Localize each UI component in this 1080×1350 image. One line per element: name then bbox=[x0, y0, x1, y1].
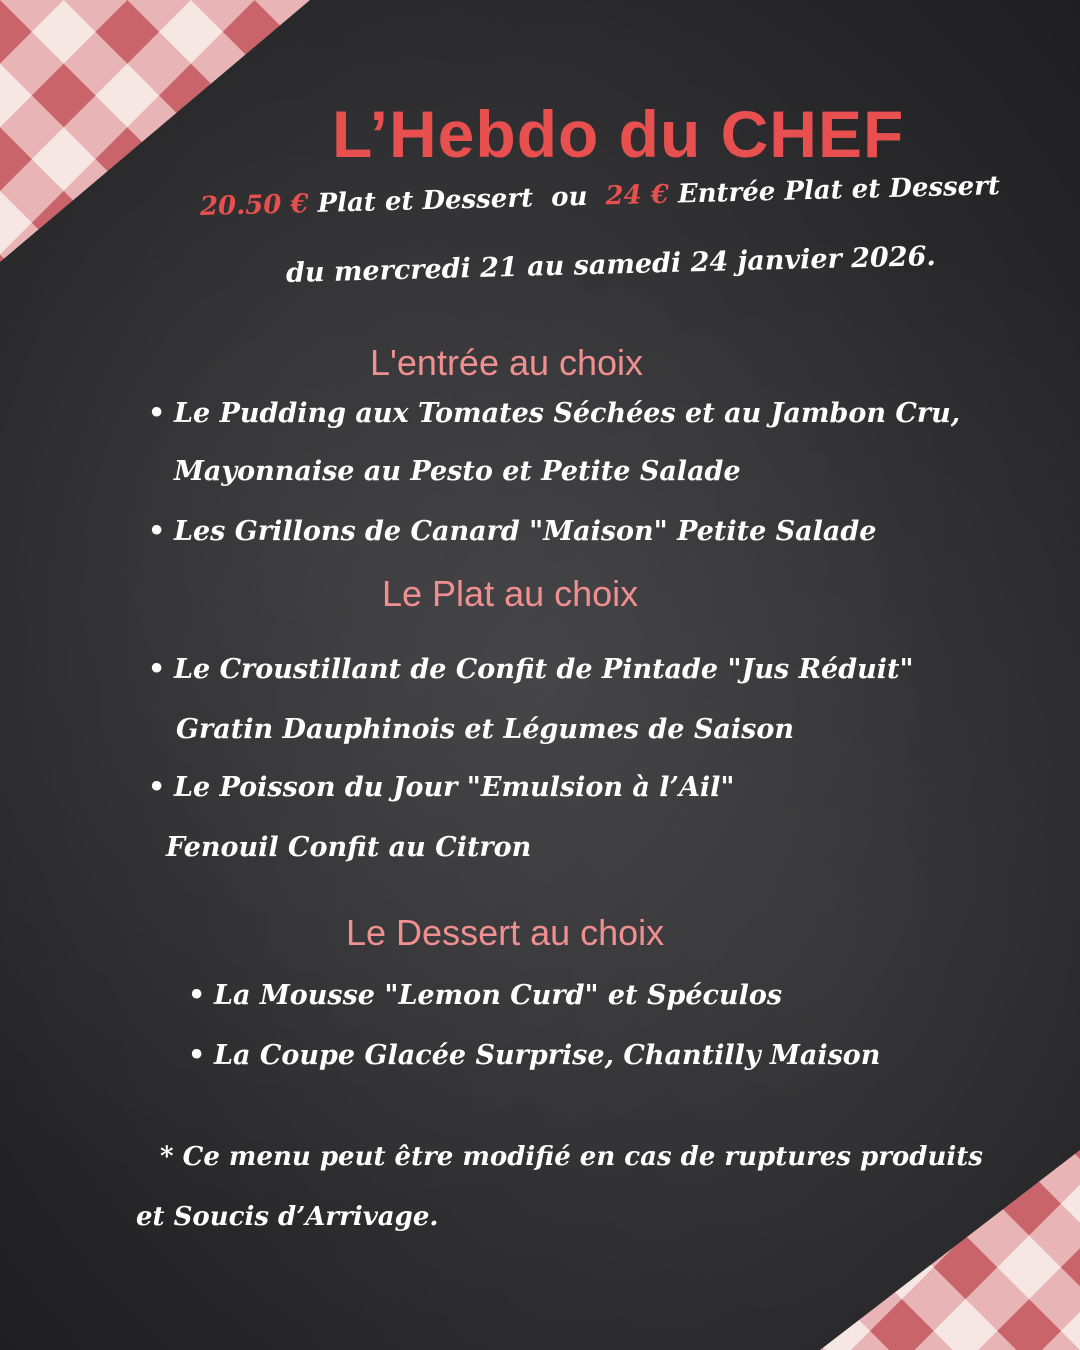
bullet: • bbox=[148, 516, 166, 547]
item-line: Les Grillons de Canard "Maison" Petite Salade bbox=[174, 516, 877, 547]
bullet: • bbox=[188, 980, 206, 1011]
price-entree-plat-dessert: 24 € bbox=[605, 179, 670, 212]
item-line-continued: Fenouil Confit au Citron bbox=[166, 832, 532, 863]
list-item bbox=[148, 398, 960, 429]
item-line: La Mousse "Lemon Curd" et Spéculos bbox=[214, 980, 783, 1011]
label-entree-plat-dessert: Entrée Plat et Dessert bbox=[677, 171, 1001, 210]
section-title-entree: L'entrée au choix bbox=[370, 342, 644, 383]
price-plat-dessert: 20.50 € bbox=[199, 189, 309, 222]
bullet: • bbox=[148, 654, 166, 685]
list-item bbox=[188, 1040, 880, 1071]
bullet: • bbox=[148, 772, 166, 803]
bullet: • bbox=[188, 1040, 206, 1071]
pricing-connector: ou bbox=[550, 181, 588, 213]
list-item bbox=[148, 516, 876, 547]
section-title-dessert: Le Dessert au choix bbox=[346, 912, 665, 953]
item-line-continued: Mayonnaise au Pesto et Petite Salade bbox=[174, 456, 741, 487]
item-line: Le Poisson du Jour "Emulsion à l’Ail" bbox=[174, 772, 735, 803]
label-plat-dessert: Plat et Dessert bbox=[317, 183, 534, 219]
item-line: Le Pudding aux Tomates Séchées et au Jambon Cru, bbox=[174, 398, 961, 429]
footnote-line-2: et Soucis d’Arrivage. bbox=[136, 1202, 439, 1232]
list-item bbox=[148, 772, 734, 803]
menu-title: L’Hebdo du CHEF bbox=[332, 97, 905, 171]
item-line: Le Croustillant de Confit de Pintade "Jus Réduit" bbox=[174, 654, 914, 685]
bullet: • bbox=[148, 398, 166, 429]
footnote-line-1: * Ce menu peut être modifié en cas de ruptures produits bbox=[160, 1142, 983, 1172]
item-line: La Coupe Glacée Surprise, Chantilly Maison bbox=[214, 1040, 881, 1071]
list-item bbox=[148, 654, 914, 685]
menu-dates: du mercredi 21 au samedi 24 janvier 2026. bbox=[285, 240, 937, 289]
list-item bbox=[188, 980, 782, 1011]
item-line-continued: Gratin Dauphinois et Légumes de Saison bbox=[176, 714, 794, 745]
section-title-plat: Le Plat au choix bbox=[382, 573, 639, 614]
